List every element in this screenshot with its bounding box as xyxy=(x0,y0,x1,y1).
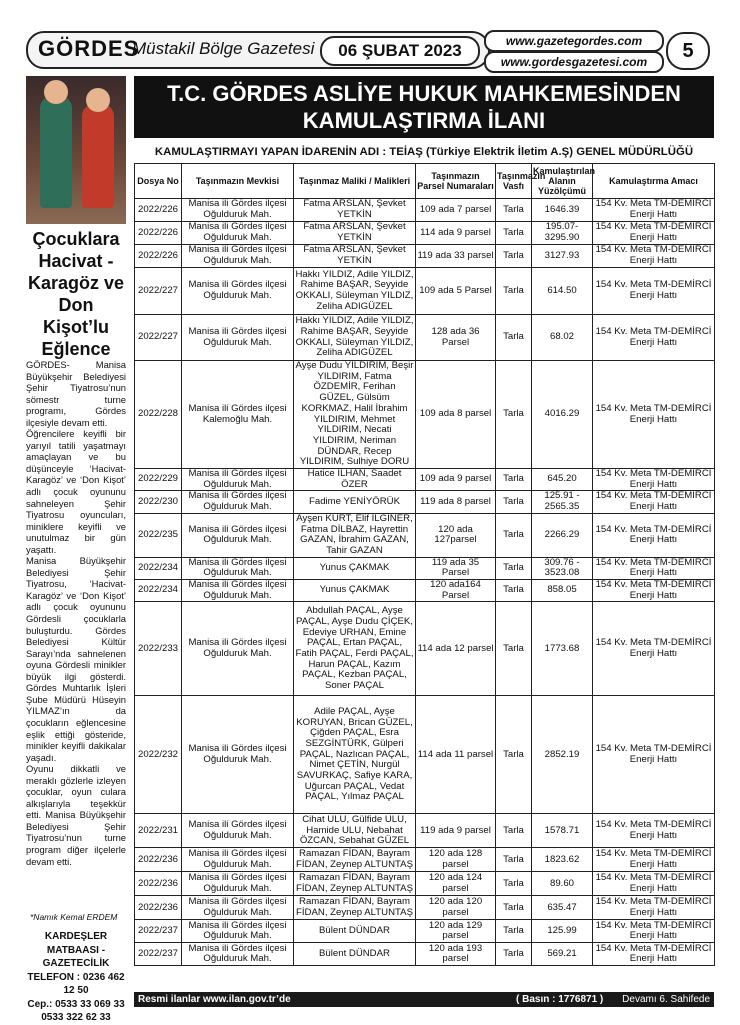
malik-cell: Ayşe Dudu YILDIRIM, Beşir YILDIRIM, Fatma ÖZDEMİR, Ferihan GÜZEL, Gülsüm KORKMAZ, Halil İbrahim YILDIRIM, Mehmet YILDIRIM, Necati YILDIRIM, Neriman DÜNDAR, Recep YILDIRIM, Sulhiye DORU xyxy=(295,360,414,468)
malik-cell: Hakkı YILDIZ, Adile YILDIZ, Rahime BAŞAR, Seyyide OKKALI, Süleyman YILDIZ, Zeliha ADIGÜZEL xyxy=(294,268,416,315)
yuzolcum-cell: 125.99 xyxy=(532,920,593,943)
malik-cell: Ramazan FİDAN, Bayram FİDAN, Zeynep ALTUNTAŞ xyxy=(294,896,416,920)
mevki-cell: Manisa ili Gördes ilçesi Oğulduruk Mah. xyxy=(182,848,294,872)
newspaper-brand: GÖRDES xyxy=(38,36,140,61)
newspaper-tagline: Müstakil Bölge Gazetesi xyxy=(132,39,315,58)
dosya-no-cell: 2022/226 xyxy=(135,199,182,222)
amac-cell: 154 Kv. Meta TM-DEMİRCİ Enerji Hattı xyxy=(593,361,715,469)
vasif-cell: Tarla xyxy=(496,245,532,268)
notice-footer xyxy=(134,992,714,1007)
malik-cell: Bülent DÜNDAR xyxy=(294,920,416,943)
vasif-cell: Tarla xyxy=(496,491,532,513)
yuzolcum-cell: 2852.19 xyxy=(532,696,593,814)
table-row xyxy=(135,602,715,696)
parsel-cell: 120 ada164 Parsel xyxy=(416,580,496,602)
dosya-no-cell: 2022/237 xyxy=(135,943,182,966)
dosya-no-cell: 2022/231 xyxy=(135,814,182,848)
dosya-no-cell: 2022/233 xyxy=(135,602,182,696)
yuzolcum-cell: 635.47 xyxy=(532,896,593,920)
dosya-no-cell: 2022/226 xyxy=(135,245,182,268)
footer-continued: Devamı 6. Sahifede xyxy=(622,994,710,1005)
table-row xyxy=(135,696,715,814)
parsel-cell: 120 ada 127parsel xyxy=(416,513,496,557)
parsel-cell: 109 ada 9 parsel xyxy=(416,469,496,491)
yuzolcum-cell: 645.20 xyxy=(532,469,593,491)
amac-cell: 154 Kv. Meta TM-DEMİRCİ Enerji Hattı xyxy=(593,814,715,848)
malik-cell: Ramazan FİDAN, Bayram FİDAN, Zeynep ALTUNTAŞ xyxy=(294,872,416,896)
mevki-cell: Manisa ili Gördes ilçesi Oğulduruk Mah. xyxy=(182,222,294,245)
expropriation-table xyxy=(134,163,715,966)
dosya-no-cell: 2022/227 xyxy=(135,268,182,315)
amac-cell: 154 Kv. Meta TM-DEMİRCİ Enerji Hattı xyxy=(593,580,715,602)
notice-title-line2: KAMULAŞTIRMA İLANI xyxy=(302,108,546,133)
malik-cell: Yunus ÇAKMAK xyxy=(294,557,416,579)
parsel-cell: 120 ada 128 parsel xyxy=(416,848,496,872)
amac-cell: 154 Kv. Meta TM-DEMİRCİ Enerji Hattı xyxy=(593,268,715,315)
notice-banner xyxy=(134,76,714,138)
dosya-no-cell: 2022/236 xyxy=(135,896,182,920)
amac-cell: 154 Kv. Meta TM-DEMİRCİ Enerji Hattı xyxy=(593,872,715,896)
mevki-cell: Manisa ili Gördes ilçesi Oğulduruk Mah. xyxy=(182,268,294,315)
parsel-cell: 128 ada 36 Parsel xyxy=(416,315,496,361)
yuzolcum-cell: 2266.29 xyxy=(532,513,593,557)
mevki-cell: Manisa ili Gördes ilçesi Oğulduruk Mah. xyxy=(182,557,294,579)
performer-figure xyxy=(82,104,114,208)
printer-line: TELEFON : 0236 462 12 50 xyxy=(27,971,125,996)
amac-cell: 154 Kv. Meta TM-DEMİRCİ Enerji Hattı xyxy=(593,315,715,361)
yuzolcum-cell: 569.21 xyxy=(532,943,593,966)
vasif-cell: Tarla xyxy=(496,602,532,696)
vasif-cell: Tarla xyxy=(496,199,532,222)
column-header: Taşınmazın Mevkisi xyxy=(182,164,294,199)
table-row xyxy=(135,245,715,268)
column-header: Dosya No xyxy=(135,164,182,199)
amac-cell: 154 Kv. Meta TM-DEMİRCİ Enerji Hattı xyxy=(593,557,715,579)
yuzolcum-cell: 858.05 xyxy=(532,580,593,602)
parsel-cell: 120 ada 124 parsel xyxy=(416,872,496,896)
column-header: Taşınmaz Maliki / Malikleri xyxy=(294,164,416,199)
article-body xyxy=(26,359,126,867)
parsel-cell: 119 ada 35 Parsel xyxy=(416,557,496,579)
yuzolcum-cell: 3127.93 xyxy=(532,245,593,268)
amac-cell: 154 Kv. Meta TM-DEMİRCİ Enerji Hattı xyxy=(593,602,715,696)
malik-cell: Yunus ÇAKMAK xyxy=(294,580,416,602)
vasif-cell: Tarla xyxy=(496,920,532,943)
printer-line: GAZETECİLİK xyxy=(42,958,110,969)
amac-cell: 154 Kv. Meta TM-DEMİRCİ Enerji Hattı xyxy=(593,848,715,872)
printer-line: 0533 322 62 33 xyxy=(41,1012,111,1023)
dosya-no-cell: 2022/236 xyxy=(135,848,182,872)
yuzolcum-cell: 4016.29 xyxy=(532,361,593,469)
amac-cell: 154 Kv. Meta TM-DEMİRCİ Enerji Hattı xyxy=(593,199,715,222)
mevki-cell: Manisa ili Gördes ilçesi Oğulduruk Mah. xyxy=(182,315,294,361)
yuzolcum-cell: 614.50 xyxy=(532,268,593,315)
malik-cell: Hakkı YILDIZ, Adile YILDIZ, Rahime BAŞAR, Seyyide OKKALI, Süleyman YILDIZ, Zeliha ADIGÜZEL xyxy=(294,315,416,361)
mevki-cell: Manisa ili Gördes ilçesi Kalemoğlu Mah. xyxy=(182,361,294,469)
dosya-no-cell: 2022/237 xyxy=(135,920,182,943)
mevki-cell: Manisa ili Gördes ilçesi Oğulduruk Mah. xyxy=(182,245,294,268)
parsel-cell: 114 ada 11 parsel xyxy=(416,696,496,814)
table-row xyxy=(135,469,715,491)
vasif-cell: Tarla xyxy=(496,896,532,920)
dosya-no-cell: 2022/234 xyxy=(135,557,182,579)
mevki-cell: Manisa ili Gördes ilçesi Oğulduruk Mah. xyxy=(182,602,294,696)
table-row xyxy=(135,199,715,222)
column-header: Taşınmazın Parsel Numaraları xyxy=(416,164,496,199)
mevki-cell: Manisa ili Gördes ilçesi Oğulduruk Mah. xyxy=(182,696,294,814)
website-link-2[interactable]: www.gordesgazetesi.com xyxy=(484,51,664,73)
yuzolcum-cell: 125.91 - 2565.35 xyxy=(532,491,593,513)
amac-cell: 154 Kv. Meta TM-DEMİRCİ Enerji Hattı xyxy=(593,943,715,966)
dosya-no-cell: 2022/226 xyxy=(135,222,182,245)
vasif-cell: Tarla xyxy=(496,696,532,814)
yuzolcum-cell: 89.60 xyxy=(532,872,593,896)
yuzolcum-cell: 1773.68 xyxy=(532,602,593,696)
malik-cell: Ayşen KURT, Elif İLGİNER, Fatma DİLBAZ, Hayrettin GAZAN, İbrahim GAZAN, Tahir GAZAN xyxy=(294,513,416,557)
amac-cell: 154 Kv. Meta TM-DEMİRCİ Enerji Hattı xyxy=(593,222,715,245)
vasif-cell: Tarla xyxy=(496,580,532,602)
parsel-cell: 109 ada 8 parsel xyxy=(416,361,496,469)
vasif-cell: Tarla xyxy=(496,848,532,872)
table-row xyxy=(135,222,715,245)
printer-line: KARDEŞLER MATBAASI - xyxy=(44,931,108,956)
mevki-cell: Manisa ili Gördes ilçesi Oğulduruk Mah. xyxy=(182,943,294,966)
vasif-cell: Tarla xyxy=(496,943,532,966)
malik-cell: Adile PAÇAL, Ayşe KORUYAN, Brican GÜZEL, Çiğden PAÇAL, Esra SEZGİNTÜRK, Gülperi PAÇAL, Nazlıcan PAÇAL, Nimet ÇETİN, Nurgül SAVURKAÇ, Safiye KARA, Uğurcan PAÇAL, Vedat PAÇAL, Yılmaz PAÇAL xyxy=(294,696,416,814)
yuzolcum-cell: 1646.39 xyxy=(532,199,593,222)
amac-cell: 154 Kv. Meta TM-DEMİRCİ Enerji Hattı xyxy=(593,696,715,814)
table-row xyxy=(135,513,715,557)
printer-line: Cep.: 0533 33 069 33 xyxy=(27,998,125,1010)
parsel-cell: 119 ada 8 parsel xyxy=(416,491,496,513)
malik-cell: Fatma ARSLAN, Şevket YETKİN xyxy=(294,245,416,268)
dosya-no-cell: 2022/227 xyxy=(135,315,182,361)
dosya-no-cell: 2022/236 xyxy=(135,872,182,896)
table-row xyxy=(135,848,715,872)
yuzolcum-cell: 68.02 xyxy=(532,315,593,361)
footer-press-number: ( Basın : 1776871 ) xyxy=(516,994,604,1005)
vasif-cell: Tarla xyxy=(496,814,532,848)
dosya-no-cell: 2022/235 xyxy=(135,513,182,557)
vasif-cell: Tarla xyxy=(496,469,532,491)
vasif-cell: Tarla xyxy=(496,315,532,361)
article-paragraph: GÖRDES- Manisa Büyükşehir Belediyesi Şehir Tiyatrosu’nun sömestr turne programı, Gördes ilçesiyle devam etti. xyxy=(26,359,126,428)
column-header: Taşınmazın Vasfı xyxy=(496,164,532,199)
issue-date: 06 ŞUBAT 2023 xyxy=(320,36,480,66)
dosya-no-cell: 2022/232 xyxy=(135,696,182,814)
parsel-cell: 114 ada 12 parsel xyxy=(416,602,496,696)
table-row xyxy=(135,361,715,469)
vasif-cell: Tarla xyxy=(496,557,532,579)
notice-title-line1: T.C. GÖRDES ASLİYE HUKUK MAHKEMESİNDEN xyxy=(167,81,681,106)
parsel-cell: 120 ada 120 parsel xyxy=(416,896,496,920)
table-row xyxy=(135,920,715,943)
performer-figure xyxy=(40,96,72,208)
yuzolcum-cell: 1823.62 xyxy=(532,848,593,872)
dosya-no-cell: 2022/234 xyxy=(135,580,182,602)
vasif-cell: Tarla xyxy=(496,268,532,315)
table-row xyxy=(135,896,715,920)
table-row xyxy=(135,814,715,848)
article-title: Çocuklara Hacivat - Karagöz ve Don Kişot’lu Eğlence xyxy=(27,229,125,359)
vasif-cell: Tarla xyxy=(496,222,532,245)
mevki-cell: Manisa ili Gördes ilçesi Oğulduruk Mah. xyxy=(182,580,294,602)
column-header: Kamulaştırma Amacı xyxy=(593,164,715,199)
vasif-cell: Tarla xyxy=(496,361,532,469)
notice-subhead: KAMULAŞTIRMAYI YAPAN İDARENİN ADI : TEİAŞ (Türkiye Elektrik İletim A.Ş) GENEL MÜDÜRLÜĞÜ xyxy=(154,146,694,158)
theatre-photo xyxy=(26,76,126,224)
parsel-cell: 120 ada 193 parsel xyxy=(416,943,496,966)
mevki-cell: Manisa ili Gördes ilçesi Oğulduruk Mah. xyxy=(182,491,294,513)
dosya-no-cell: 2022/228 xyxy=(135,361,182,469)
mevki-cell: Manisa ili Gördes ilçesi Oğulduruk Mah. xyxy=(182,513,294,557)
article-paragraph: Öğrencilere keyifli bir yarıyıl tatili yaşatmayı amaçlayan ve bu düşünceyle ‘Hacivat-Karagöz’ ve ‘Don Kişot’ adlı çocuk oyununu sahneleyen Şehir Tiyatrosu oyuncuları, miniklere keyifli ve unutulmaz bir gün yaşattı. xyxy=(26,428,126,555)
malik-cell: Cihat ULU, Gülfide ULU, Hamide ULU, Nebahat ÖZCAN, Sebahat GÜZEL xyxy=(294,814,416,848)
table-header-row xyxy=(135,164,715,199)
vasif-cell: Tarla xyxy=(496,513,532,557)
amac-cell: 154 Kv. Meta TM-DEMİRCİ Enerji Hattı xyxy=(593,896,715,920)
yuzolcum-cell: 1578.71 xyxy=(532,814,593,848)
performer-head xyxy=(44,80,68,104)
malik-cell: Fatma ARSLAN, Şevket YETKİN xyxy=(294,222,416,245)
table-row xyxy=(135,268,715,315)
mevki-cell: Manisa ili Gördes ilçesi Oğulduruk Mah. xyxy=(182,872,294,896)
malik-cell: Hatice İLHAN, Saadet ÖZER xyxy=(294,469,416,491)
yuzolcum-cell: 195.07-3295.90 xyxy=(532,222,593,245)
yuzolcum-cell: 309.76 - 3523.08 xyxy=(532,557,593,579)
table-row xyxy=(135,580,715,602)
table-row xyxy=(135,872,715,896)
parsel-cell: 109 ada 5 Parsel xyxy=(416,268,496,315)
mevki-cell: Manisa ili Gördes ilçesi Oğulduruk Mah. xyxy=(182,469,294,491)
printer-info xyxy=(26,930,126,1025)
amac-cell: 154 Kv. Meta TM-DEMİRCİ Enerji Hattı xyxy=(593,920,715,943)
amac-cell: 154 Kv. Meta TM-DEMİRCİ Enerji Hattı xyxy=(593,469,715,491)
page-number: 5 xyxy=(666,32,710,70)
mevki-cell: Manisa ili Gördes ilçesi Oğulduruk Mah. xyxy=(182,814,294,848)
malik-cell: Bülent DÜNDAR xyxy=(294,943,416,966)
dosya-no-cell: 2022/230 xyxy=(135,491,182,513)
table-row xyxy=(135,315,715,361)
table-row xyxy=(135,491,715,513)
amac-cell: 154 Kv. Meta TM-DEMİRCİ Enerji Hattı xyxy=(593,513,715,557)
malik-cell: Fatma ARSLAN, Şevket YETKİN xyxy=(294,199,416,222)
article-paragraph: Manisa Büyükşehir Belediyesi Şehir Tiyatrosu, ‘Hacivat-Karagöz’ ve ‘Don Kişot’ adlı çocuk oyununu Gördesli çocuklarla buluşturdu. Gördes Belediyesi Kültür Sarayı’nda sahnelenen oyuna Gördesli minikler büyük ilgi gösterdi. Gördes Muhtarlık İşleri Şube Müdürü Hüseyin YILMAZ’ın da çocukların eğlencesine eşlik ettiği gösteride, minikler keyifli dakikalar yaşadı. xyxy=(26,555,126,763)
malik-cell: Ramazan FİDAN, Bayram FİDAN, Zeynep ALTUNTAŞ xyxy=(294,848,416,872)
column-header: Kamulaştırılan Alanın Yüzölçümü xyxy=(532,164,593,199)
table-row xyxy=(135,943,715,966)
performer-head xyxy=(86,88,110,112)
malik-cell: Fadime YENİYÖRÜK xyxy=(294,491,416,513)
parsel-cell: 119 ada 9 parsel xyxy=(416,814,496,848)
table-row xyxy=(135,557,715,579)
article-author: *Namık Kemal ERDEM xyxy=(30,912,118,922)
parsel-cell: 120 ada 129 parsel xyxy=(416,920,496,943)
article-paragraph: Oyunu dikkatli ve meraklı gözlerle izleyen çocuklar, oyun culara alkışlarıyla teşekkür etti. Manisa Büyükşehir Belediyesi Şehir Tiyatrosu’nun turne program diğer ilçelerle devam etti. xyxy=(26,763,126,867)
parsel-cell: 109 ada 7 parsel xyxy=(416,199,496,222)
mevki-cell: Manisa ili Gördes ilçesi Oğulduruk Mah. xyxy=(182,199,294,222)
mevki-cell: Manisa ili Gördes ilçesi Oğulduruk Mah. xyxy=(182,896,294,920)
malik-cell: Abdullah PAÇAL, Ayşe PAÇAL, Ayşe Dudu ÇİÇEK, Edeviye URHAN, Emine PAÇAL, Ertan PAÇAL, Fatih PAÇAL, Ferdi PAÇAL, Harun PAÇAL, Kazım PAÇAL, Kezban PAÇAL, Soner PAÇAL xyxy=(294,602,416,696)
footer-website-note: Resmi ilanlar www.ilan.gov.tr’de xyxy=(138,994,291,1005)
amac-cell: 154 Kv. Meta TM-DEMİRCİ Enerji Hattı xyxy=(593,245,715,268)
amac-cell: 154 Kv. Meta TM-DEMİRCİ Enerji Hattı xyxy=(593,491,715,513)
mevki-cell: Manisa ili Gördes ilçesi Oğulduruk Mah. xyxy=(182,920,294,943)
parsel-cell: 114 ada 9 parsel xyxy=(416,222,496,245)
vasif-cell: Tarla xyxy=(496,872,532,896)
parsel-cell: 119 ada 33 parsel xyxy=(416,245,496,268)
dosya-no-cell: 2022/229 xyxy=(135,469,182,491)
website-link-1[interactable]: www.gazetegordes.com xyxy=(484,30,664,52)
